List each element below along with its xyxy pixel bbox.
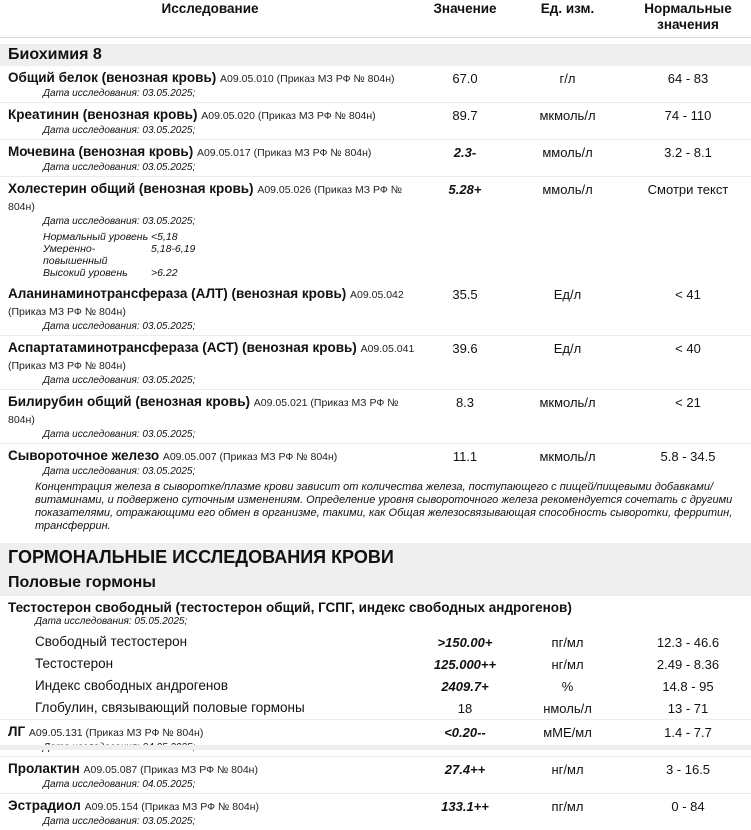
cholesterol-level-row xyxy=(43,243,420,267)
column-header-study: Исследование xyxy=(161,1,259,16)
test-units: ммоль/л xyxy=(542,182,593,197)
test-code: A09.05.010 (Приказ МЗ РФ № 804н) xyxy=(220,73,395,85)
panel-test-normal-range: 2.49 - 8.36 xyxy=(656,657,720,672)
test-date: Дата исследования: 03.05.2025; xyxy=(43,125,196,136)
test-row xyxy=(0,139,751,176)
test-value: 67.0 xyxy=(452,71,478,86)
test-normal-range: 74 - 110 xyxy=(664,108,712,123)
test-value-abnormal: 27.4++ xyxy=(444,762,486,777)
test-units: мкмоль/л xyxy=(539,395,596,410)
test-name-cell xyxy=(0,761,420,790)
test-code: A09.05.026 (Приказ МЗ РФ № 804н) xyxy=(8,184,403,213)
test-units: нг/мл xyxy=(551,762,584,777)
cholesterol-level-row xyxy=(43,267,420,279)
panel-test-value: 18 xyxy=(457,701,473,716)
test-normal-range: 0 - 84 xyxy=(671,799,705,814)
panel-test-units: пг/мл xyxy=(551,635,584,650)
test-row xyxy=(0,719,751,756)
panel-test-name: Свободный тестостерон xyxy=(35,634,188,649)
test-name: Аланинаминотрансфераза (АЛТ) (венозная кровь) xyxy=(8,286,347,301)
test-code: A09.05.041 (Приказ МЗ РФ № 804н) xyxy=(8,343,415,372)
test-value: 89.7 xyxy=(452,108,478,123)
test-name-cell xyxy=(0,181,420,279)
level-value: >6.22 xyxy=(151,267,178,279)
panel-row xyxy=(0,675,751,697)
next-section-edge xyxy=(0,745,751,750)
test-code: A09.05.131 (Приказ МЗ РФ № 804н) xyxy=(28,727,204,739)
test-name: Креатинин (венозная кровь) xyxy=(8,107,198,122)
test-date: Дата исследования: 03.05.2025; xyxy=(43,429,196,440)
test-name: ЛГ xyxy=(8,724,26,739)
panel-test-units: нг/мл xyxy=(551,657,584,672)
test-code: A09.05.154 (Приказ МЗ РФ № 804н) xyxy=(84,801,260,813)
column-header-units: Ед. изм. xyxy=(540,1,595,16)
test-row xyxy=(0,335,751,389)
test-date: Дата исследования: 03.05.2025; xyxy=(43,162,196,173)
test-units: мМЕ/мл xyxy=(543,725,592,740)
test-name-cell xyxy=(0,798,420,827)
column-header-normal: Нормальные значения xyxy=(644,1,732,32)
level-label: Нормальный уровень xyxy=(43,231,149,243)
test-name-cell xyxy=(0,448,420,477)
test-name-cell xyxy=(0,286,420,332)
panel-test-value-abnormal: >150.00+ xyxy=(437,635,493,650)
test-units: ммоль/л xyxy=(542,145,593,160)
cholesterol-levels xyxy=(43,231,420,279)
panel-test-normal-range: 12.3 - 46.6 xyxy=(656,635,720,650)
test-name: Эстрадиол xyxy=(8,798,81,813)
test-name: Сывороточное железо xyxy=(8,448,160,463)
test-value: 39.6 xyxy=(452,341,478,356)
test-value-abnormal: 5.28+ xyxy=(448,182,482,197)
test-row xyxy=(0,66,751,102)
panel-row xyxy=(0,653,751,675)
test-normal-range: < 41 xyxy=(675,287,701,302)
panel-test-name: Глобулин, связывающий половые гормоны xyxy=(35,700,305,715)
test-row xyxy=(0,282,751,335)
test-date: Дата исследования: 03.05.2025; xyxy=(43,88,196,99)
test-row xyxy=(0,102,751,139)
column-header-value: Значение xyxy=(433,1,497,16)
test-units: Ед/л xyxy=(553,341,582,356)
test-units: Ед/л xyxy=(553,287,582,302)
test-units: мкмоль/л xyxy=(539,108,596,123)
panel-test-units: нмоль/л xyxy=(543,701,592,716)
test-date: Дата исследования: 03.05.2025; xyxy=(43,375,196,386)
test-normal-range: 3 - 16.5 xyxy=(665,762,711,777)
test-value: 11.1 xyxy=(452,449,478,464)
section-header-hormones xyxy=(0,543,751,596)
test-name-cell xyxy=(0,70,420,99)
test-units: г/л xyxy=(559,71,576,86)
test-normal-range: 3.2 - 8.1 xyxy=(664,145,712,160)
level-label: Высокий уровень xyxy=(43,267,128,279)
test-code: A09.05.087 (Приказ МЗ РФ № 804н) xyxy=(83,764,258,776)
test-row xyxy=(0,793,751,830)
test-date: Дата исследования: 03.05.2025; xyxy=(43,466,196,477)
test-name: Холестерин общий (венозная кровь) xyxy=(8,181,254,196)
test-value-abnormal: <0.20-- xyxy=(444,725,486,740)
test-normal-range: Смотри текст xyxy=(647,182,729,197)
test-row xyxy=(0,176,751,282)
test-value-abnormal: 2.3- xyxy=(453,145,477,160)
test-row xyxy=(0,389,751,443)
test-normal-range: 5.8 - 34.5 xyxy=(660,449,716,464)
panel-test-name: Индекс свободных андрогенов xyxy=(35,678,228,693)
level-value: <5,18 xyxy=(151,231,178,243)
test-normal-range: < 21 xyxy=(675,395,701,410)
section-title: ГОРМОНАЛЬНЫЕ ИССЛЕДОВАНИЯ КРОВИ xyxy=(8,547,394,567)
cholesterol-level-row xyxy=(43,231,420,243)
panel-test-normal-range: 13 - 71 xyxy=(667,701,709,716)
test-name-cell xyxy=(0,394,420,440)
panel-test-value-abnormal: 125.000++ xyxy=(433,657,497,672)
test-value-abnormal: 133.1++ xyxy=(441,799,489,814)
test-name: Билирубин общий (венозная кровь) xyxy=(8,394,251,409)
test-date: Дата исследования: 03.05.2025; xyxy=(43,216,196,227)
test-value: 8.3 xyxy=(455,395,475,410)
test-name-cell xyxy=(0,144,420,173)
panel-test-value-abnormal: 2409.7+ xyxy=(441,679,489,694)
panel-date: Дата исследования: 05.05.2025; xyxy=(35,616,188,627)
panel-row xyxy=(0,697,751,719)
test-date: Дата исследования: 03.05.2025; xyxy=(43,816,196,827)
test-name-cell xyxy=(0,340,420,386)
subsection-title: Половые гормоны xyxy=(8,574,156,591)
test-code: A09.05.017 (Приказ МЗ РФ № 804н) xyxy=(196,147,372,159)
test-date: Дата исследования: 03.05.2025; xyxy=(43,321,196,332)
test-name-cell xyxy=(0,107,420,136)
test-name: Пролактин xyxy=(8,761,80,776)
section-header-biochemistry: Биохимия 8 xyxy=(0,44,751,66)
panel-test-name: Тестостерон xyxy=(35,656,114,671)
header-divider xyxy=(0,37,751,38)
test-comment-note: Концентрация железа в сыворотке/плазме крови зависит от количества железа, поступающего с пищей/пищевыми добавками/витаминами, и подвержено суточным изменениям. Определение уровня сывороточного железа рекомендуется сочетать с другими показателями, отражающими его обмен в организме, такими, как Общая железосвязывающая способность сыворотки, ферритин, трансферрин. xyxy=(35,481,733,532)
panel-row xyxy=(0,631,751,653)
test-row xyxy=(0,443,751,536)
test-name: Аспартатаминотрансфераза (АСТ) (венозная кровь) xyxy=(8,340,357,355)
test-value: 35.5 xyxy=(452,287,478,302)
test-units: пг/мл xyxy=(551,799,584,814)
test-name: Общий белок (венозная кровь) xyxy=(8,70,217,85)
test-code: A09.05.021 (Приказ МЗ РФ № 804н) xyxy=(8,397,399,426)
test-normal-range: < 40 xyxy=(675,341,701,356)
test-code: A09.05.007 (Приказ МЗ РФ № 804н) xyxy=(162,451,338,463)
test-row xyxy=(0,756,751,793)
test-name: Мочевина (венозная кровь) xyxy=(8,144,194,159)
panel-test-normal-range: 14.8 - 95 xyxy=(662,679,714,694)
test-code: A09.05.042 (Приказ МЗ РФ № 804н) xyxy=(8,289,404,318)
level-value: 5,18-6,19 xyxy=(151,243,196,255)
panel-title: Тестостерон свободный (тестостерон общий, ГСПГ, индекс свободных андрогенов) xyxy=(8,600,572,615)
table-header xyxy=(0,0,751,33)
test-normal-range: 64 - 83 xyxy=(667,71,709,86)
test-units: мкмоль/л xyxy=(539,449,596,464)
level-label: Умеренно-повышенный xyxy=(43,243,108,267)
test-code: A09.05.020 (Приказ МЗ РФ № 804н) xyxy=(201,110,376,122)
test-date: Дата исследования: 04.05.2025; xyxy=(43,779,196,790)
panel-test-units: % xyxy=(561,679,574,694)
test-normal-range: 1.4 - 7.7 xyxy=(664,725,712,740)
